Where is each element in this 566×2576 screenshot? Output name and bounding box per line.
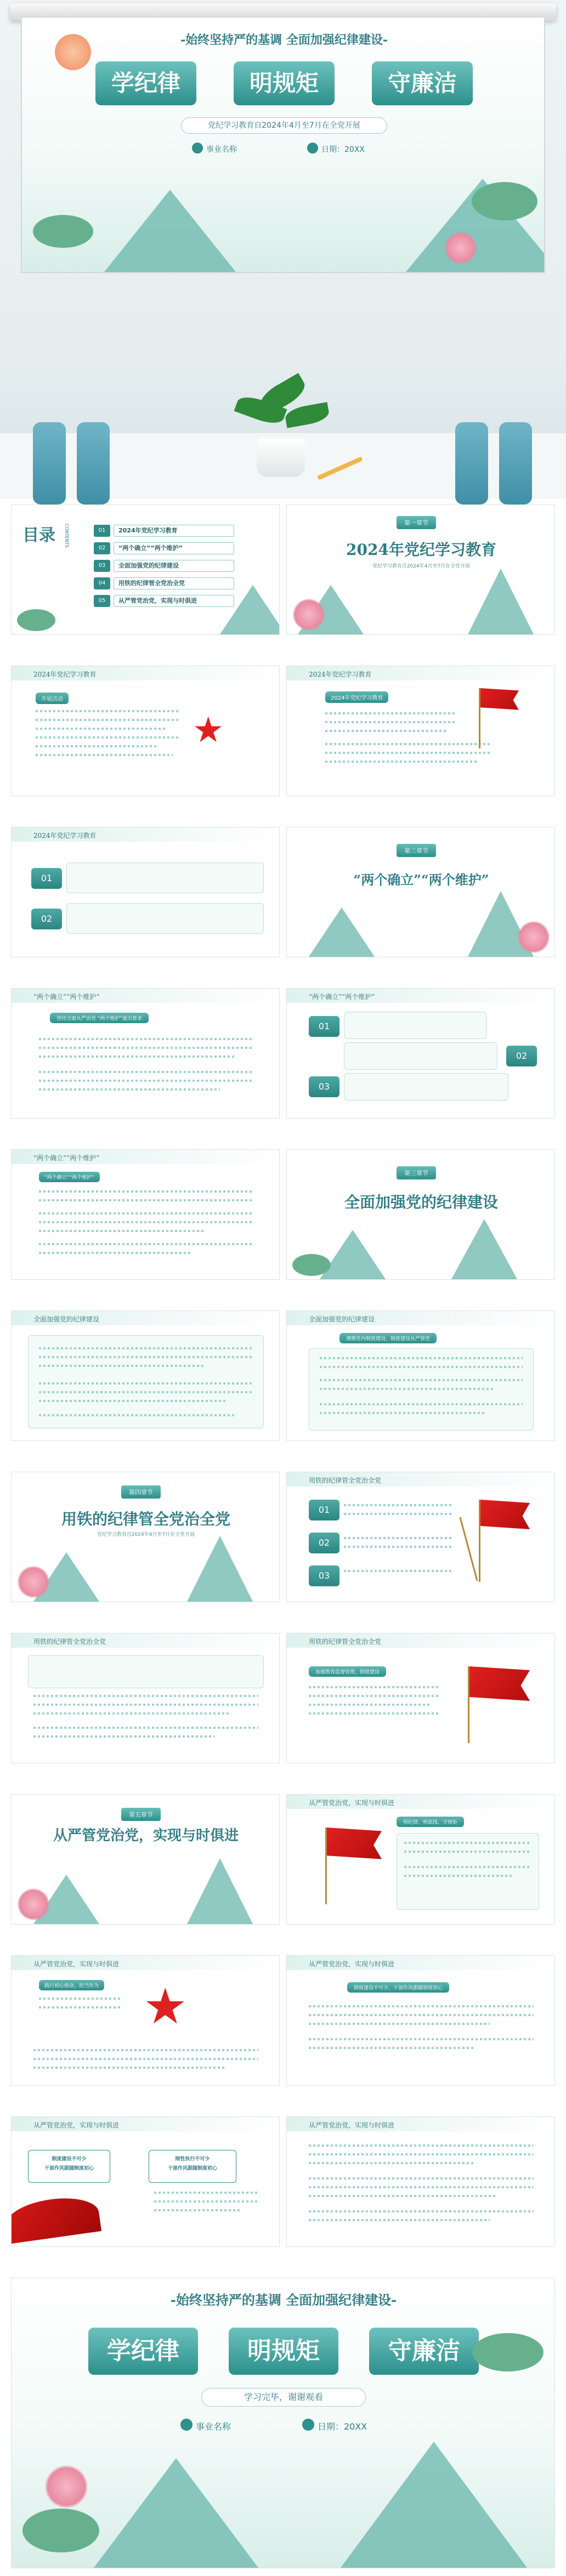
mountain-decoration [451, 1219, 517, 1279]
text-block [320, 1366, 523, 1368]
info-card [397, 1833, 539, 1910]
number-badge: 03 [309, 1565, 339, 1586]
slide-header-title: 从严管党治党，实现与时俱进 [33, 1960, 120, 1968]
text-block [39, 1038, 253, 1040]
text-block [344, 1570, 454, 1572]
text-block [36, 710, 178, 712]
text-block [39, 1998, 121, 2000]
text-block [154, 2209, 242, 2211]
slide-content [286, 1310, 555, 1441]
text-block [33, 2049, 258, 2051]
pill-learn-discipline: 学纪律 [88, 2328, 198, 2375]
flag-pole [325, 1828, 327, 1904]
toc-item-4[interactable]: 用铁的纪律管全党治全党 [114, 577, 234, 589]
lotus-decoration [517, 921, 550, 954]
slide-header-title: 用铁的纪律管全党治全党 [33, 1638, 106, 1646]
info-card [344, 1042, 497, 1070]
mountain-decoration [341, 2442, 527, 2568]
text-block [39, 1199, 253, 1201]
text-block [320, 1412, 484, 1414]
ending-unit: 事业名称 [196, 2421, 231, 2432]
red-flag-icon [327, 1828, 382, 1863]
lily-pad-decoration [472, 182, 537, 220]
text-block [320, 1379, 523, 1381]
text-block [33, 2067, 225, 2069]
text-block [39, 1056, 236, 1058]
chapter-tag: 第二章节 [397, 844, 436, 857]
text-block [325, 712, 457, 714]
text-block [309, 2047, 473, 2049]
text-block [36, 745, 156, 747]
slide-chapter-2 [286, 827, 555, 957]
lily-pad-decoration [22, 2509, 99, 2552]
text-block [309, 2014, 534, 2016]
mountain-decoration [187, 1858, 253, 1924]
slide-content [11, 1955, 280, 2086]
info-card [344, 1073, 508, 1100]
mountain-decoration [320, 1230, 386, 1279]
slide-content [11, 988, 280, 1119]
chapter-tag: 第一章节 [397, 516, 436, 529]
presentation-board-scene [0, 0, 566, 499]
slide-content [286, 1472, 555, 1602]
info-card [66, 903, 264, 934]
section-label: 践行初心使命，担当作为 [39, 1980, 104, 1990]
text-block [39, 1356, 253, 1358]
text-block [325, 721, 457, 723]
text-block [154, 2192, 258, 2194]
slide-chapter-4 [11, 1472, 280, 1602]
slide-header-title: “两个确立”“两个维护” [33, 993, 100, 1001]
text-block [36, 719, 178, 721]
toc-num: 04 [94, 577, 110, 589]
chair [499, 422, 532, 504]
plant-pot [257, 439, 305, 477]
number-badge: 03 [309, 1076, 339, 1097]
slide-content [286, 1794, 555, 1925]
toc-item-2[interactable]: “两个确立”“两个维护” [114, 542, 234, 554]
mountain-decoration [468, 569, 534, 634]
text-block [36, 728, 167, 730]
number-badge: 01 [309, 1016, 339, 1037]
ending-slogan: -始终坚持严的基调 全面加强纪律建设- [170, 2292, 397, 2308]
toc-item-3[interactable]: 全面加强党的纪律建设 [114, 560, 234, 572]
section-label: 明纪律，明底线，守规矩 [397, 1817, 464, 1827]
pill-clear-rules: 明规矩 [234, 61, 335, 105]
card-heading: 干部作风跟随制度初心 [167, 2166, 217, 2171]
text-block [309, 2177, 534, 2180]
ending-slide [11, 2278, 555, 2568]
red-star-icon: ★ [143, 1978, 188, 2035]
text-block [33, 1695, 258, 1697]
section-label: 遵循党内制度建设，制度建设从严管党 [339, 1333, 437, 1343]
text-block [39, 1212, 253, 1215]
text-block [39, 1221, 253, 1223]
section-label: 制度建设不可少，干部作风跟随制度初心 [347, 1982, 449, 1993]
cover-unit: 事业名称 [206, 145, 237, 154]
slide-header-title: 从严管党治党，实现与时俱进 [309, 1960, 395, 1968]
chapter-subtitle: 党纪学习教育自2024年4月至7月在全党开展 [97, 1532, 195, 1537]
text-block [39, 1382, 253, 1385]
text-block [39, 1252, 193, 1254]
text-block [39, 1190, 253, 1193]
lotus-decoration [17, 1888, 50, 1921]
slide-content [11, 1633, 280, 1763]
slide-chapter-1 [286, 504, 555, 635]
section-label: 开展活动 [36, 693, 69, 704]
text-block [33, 1712, 231, 1715]
red-flag-icon [469, 1666, 530, 1705]
slide-header-title: 从严管党治党，实现与时俱进 [309, 2121, 395, 2129]
slide-content [286, 1633, 555, 1763]
text-block [309, 2219, 490, 2221]
lotus-decoration [292, 598, 325, 631]
flag-pole [460, 1517, 478, 1581]
slide-header-title: 2024年党纪学习教育 [33, 832, 97, 839]
cover-slide [21, 16, 545, 273]
flag-pole [479, 1500, 480, 1582]
text-block [39, 1347, 253, 1349]
red-flag-icon [480, 688, 519, 712]
slide-header-title: 全面加强党的纪律建设 [309, 1315, 375, 1323]
lotus-decoration [444, 231, 477, 264]
lily-pad-decoration [292, 1254, 331, 1276]
text-block [320, 1357, 523, 1359]
chapter-title: 用铁的纪律管全党治全党 [61, 1510, 230, 1528]
text-block [309, 1695, 440, 1697]
number-badge: 02 [31, 909, 62, 929]
slide-chapter-3 [286, 1149, 555, 1280]
flag-pole [468, 1666, 469, 1743]
lotus-decoration [17, 1565, 50, 1598]
text-block [39, 2006, 121, 2008]
pill-keep-integrity: 守廉洁 [369, 2328, 479, 2375]
toc-num: 01 [94, 525, 110, 537]
chair [33, 422, 66, 504]
cover-subtitle: 党纪学习教育自2024年4月至7月在全党开展 [181, 117, 387, 134]
lily-pad-decoration [472, 2333, 544, 2371]
slide-toc [11, 504, 280, 635]
text-block [404, 1866, 530, 1868]
text-block [39, 1400, 225, 1402]
text-block [404, 1851, 530, 1853]
text-block [309, 2195, 495, 2197]
chair [455, 422, 488, 504]
text-block [309, 2210, 534, 2212]
slide-header-title: 从严管党治党，实现与时俱进 [33, 2121, 120, 2129]
chapter-title: “两个确立”“两个维护” [353, 872, 489, 888]
flag-pole [479, 688, 480, 748]
plant-leaf [284, 402, 331, 428]
cover-slogan: -始终坚持严的基调 全面加强纪律建设- [180, 33, 388, 47]
slide-chapter-5 [11, 1794, 280, 1925]
section-label: 坚持全面从严治党 “两个维护”提出要求 [50, 1013, 149, 1023]
calendar-icon [302, 2419, 314, 2431]
text-block [344, 1504, 454, 1506]
chapter-title: 2024年党纪学习教育 [346, 541, 496, 559]
mountain-decoration [187, 1536, 253, 1602]
lily-pad-decoration [17, 609, 55, 631]
text-block [39, 1071, 253, 1073]
number-badge: 02 [309, 1533, 339, 1553]
mountain-decoration [309, 907, 375, 957]
text-block [39, 1391, 253, 1393]
text-block [309, 2162, 473, 2164]
text-block [36, 736, 178, 739]
text-block [33, 1735, 214, 1738]
slide-content [286, 666, 555, 796]
chapter-tag: 第五章节 [121, 1808, 161, 1821]
slide-header-title: “两个确立”“两个维护” [33, 1154, 100, 1162]
card-heading: 制度建设不可少 [52, 2157, 87, 2162]
text-block [33, 2058, 258, 2060]
toc-title: 目录 [22, 526, 55, 545]
red-ribbon-decoration [11, 2193, 101, 2244]
toc-num: 05 [94, 595, 110, 607]
text-block [39, 1414, 236, 1416]
number-badge: 01 [309, 1500, 339, 1520]
info-card [149, 2150, 236, 2183]
toc-num: 03 [94, 560, 110, 572]
mountain-decoration [104, 190, 236, 272]
text-block [39, 1080, 253, 1082]
text-block [344, 1513, 454, 1515]
text-block [325, 743, 490, 745]
chapter-tag: 第三章节 [397, 1166, 436, 1179]
chapter-title: 全面加强党的纪律建设 [344, 1193, 498, 1211]
text-block [309, 2144, 534, 2147]
slide-header-title: 用铁的纪律管全党治全党 [309, 1477, 382, 1484]
text-block [404, 1842, 530, 1844]
toc-item-5[interactable]: 从严管党治党，实现与时俱进 [114, 595, 234, 607]
text-block [344, 1546, 454, 1548]
toc-item-1[interactable]: 2024年党纪学习教育 [114, 525, 234, 537]
slide-header-title: 用铁的纪律管全党治全党 [309, 1638, 382, 1646]
text-block [36, 754, 173, 756]
pill-clear-rules: 明规矩 [229, 2328, 338, 2375]
text-block [39, 1047, 253, 1049]
user-icon [180, 2419, 193, 2431]
text-block [39, 1230, 203, 1232]
thanks-text: 学习完毕，谢谢观看 [201, 2388, 366, 2407]
lotus-decoration [44, 2465, 88, 2509]
slide-content [286, 2117, 555, 2247]
toc-num: 02 [94, 542, 110, 554]
info-card [28, 1655, 264, 1688]
number-badge: 01 [31, 868, 62, 889]
card-heading: 刚性执行不可少 [175, 2157, 210, 2162]
text-block [325, 761, 479, 763]
chair [77, 422, 110, 504]
slide-content [11, 1310, 280, 1441]
slide-header-title: 2024年党纪学习教育 [33, 671, 97, 678]
info-card [66, 863, 264, 893]
text-block [309, 2186, 534, 2188]
text-block [309, 2023, 490, 2025]
section-label: 加强教育监督管理，制度建设 [309, 1666, 386, 1677]
cover-date: 日期：20XX [321, 145, 365, 154]
text-block [309, 2038, 534, 2040]
chapter-title: 从严管党治党，实现与时俱进 [53, 1828, 239, 1844]
toc-title-en: CONTENTS [64, 524, 69, 548]
text-block [404, 1875, 514, 1877]
text-block [320, 1388, 495, 1390]
pill-keep-integrity: 守廉洁 [372, 61, 473, 105]
lily-pad-decoration [33, 215, 93, 248]
mountain-decoration [94, 2458, 258, 2568]
text-block [39, 1365, 203, 1367]
calendar-icon [307, 143, 318, 154]
chapter-tag: 第四章节 [121, 1485, 161, 1499]
slide-content [11, 827, 280, 957]
slide-content [286, 1955, 555, 2086]
slide-content [11, 666, 280, 796]
card-heading: 干部作风跟随制度初心 [44, 2166, 94, 2171]
slide-header-title: “两个确立”“两个维护” [309, 993, 375, 1001]
chapter-subtitle: 党纪学习教育自2024年4月至7月在全党开展 [372, 564, 471, 569]
pill-learn-discipline: 学纪律 [95, 61, 196, 105]
text-block [309, 2153, 534, 2155]
text-block [309, 1686, 440, 1688]
slide-content [11, 2117, 280, 2247]
text-block [154, 2200, 258, 2203]
section-label: 2024年党纪学习教育 [325, 691, 388, 703]
text-block [39, 1243, 253, 1245]
text-block [309, 1712, 440, 1715]
text-block [33, 1704, 258, 1706]
mountain-decoration [220, 585, 280, 634]
text-block [39, 1088, 220, 1091]
text-block [33, 1727, 258, 1729]
slide-content [11, 1149, 280, 1280]
slide-content [286, 988, 555, 1119]
text-block [325, 730, 446, 732]
text-block [309, 1704, 429, 1706]
number-badge: 02 [506, 1046, 537, 1066]
slide-header-title: 全面加强党的纪律建设 [33, 1315, 100, 1323]
red-flag-icon [480, 1500, 530, 1533]
text-block [320, 1403, 523, 1405]
ending-date: 日期：20XX [318, 2421, 367, 2432]
slide-header-title: 2024年党纪学习教育 [309, 671, 372, 678]
text-block [325, 752, 490, 754]
text-block [344, 1537, 454, 1539]
red-star-icon: ★ [193, 710, 224, 751]
text-block [309, 2005, 534, 2007]
info-card [28, 2150, 110, 2183]
slide-header-title: 从严管党治党，实现与时俱进 [309, 1799, 395, 1807]
info-card [344, 1012, 486, 1039]
section-label: “两个确立”“两个维护” [39, 1172, 100, 1182]
user-icon [192, 143, 203, 154]
